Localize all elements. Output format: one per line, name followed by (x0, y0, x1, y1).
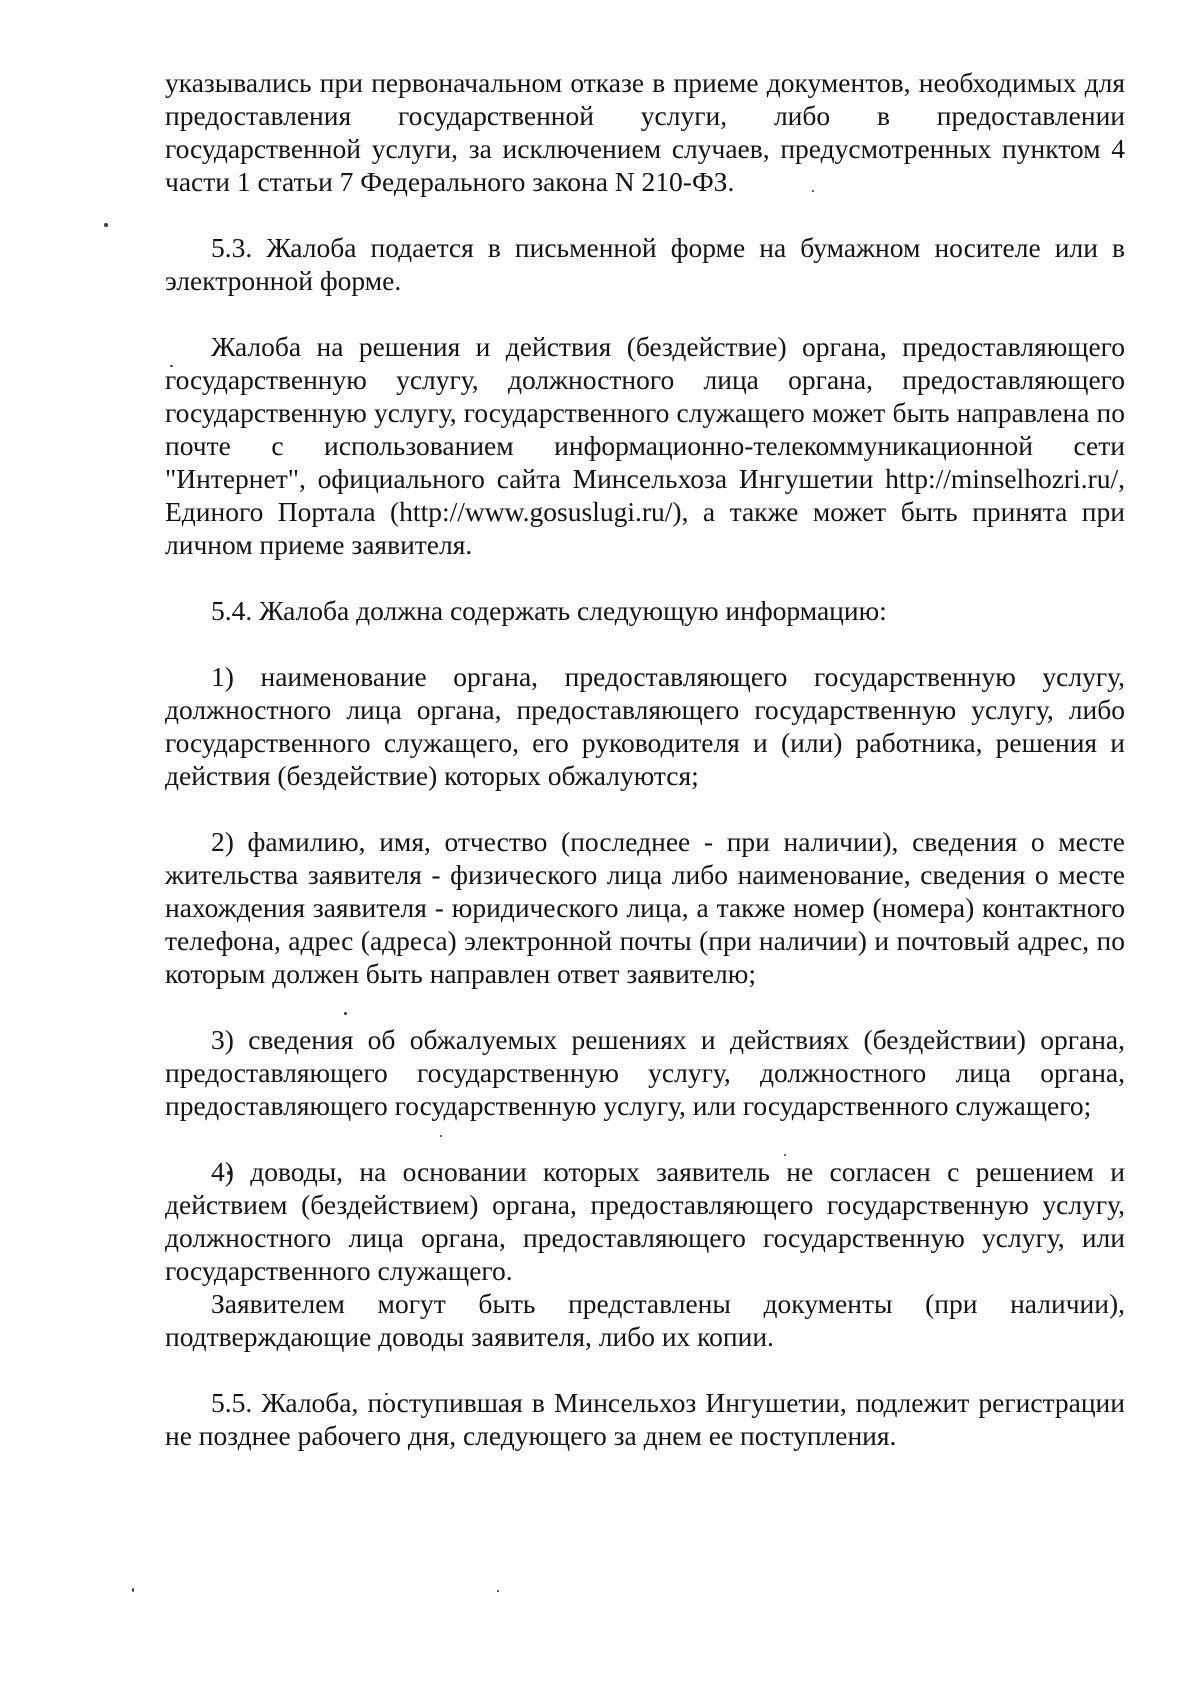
list-item-4: 4) доводы, на основании которых заявитель не согласен с решением и действием (бездействием) органа, предоставляющего государственную услугу, должностного лица органа, предоставляющего государственную услугу, или государственного служащего. (165, 1156, 1125, 1286)
paragraph-complaint-channels: Жалоба на решения и действия (бездействие) органа, предоставляющего государственную услугу, должностного лица органа, предоставляющего государственную услугу, государственного служащего может быть направлена по почте с использованием информационно-телекоммуникационной сети "Интернет", официального сайта Минсельхоза Ингушетии http://minselhozri.ru/, Единого Портала (http://www.gosuslugi.ru/), а также может быть принята при личном приеме заявителя. (165, 331, 1125, 560)
scan-speck (497, 1590, 499, 1592)
paragraph-continuation: указывались при первоначальном отказе в приеме документов, необходимых для предоставления государственной услуги, либо в предоставлении государственной услуги, за исключением случаев, предусмотренных пунктом 4 части 1 статьи 7 Федерального закона N 210-ФЗ. (165, 67, 1125, 197)
list-item-3: 3) сведения об обжалуемых решениях и действиях (бездействии) органа, предоставляющего государственную услугу, должностного лица органа, предоставляющего государственную услугу, или государственного служащего; (165, 1024, 1125, 1121)
list-item-2: 2) фамилию, имя, отчество (последнее - при наличии), сведения о месте жительства заявителя - физического лица либо наименование, сведения о месте нахождения заявителя - юридического лица, а также номер (номера) контактного телефона, адрес (адреса) электронной почты (при наличии) и почтовый адрес, по которым должен быть направлен ответ заявителю; (165, 826, 1125, 989)
paragraph-5-4: 5.4. Жалоба должна содержать следующую информацию: (211, 595, 887, 626)
scan-speck (104, 223, 108, 227)
paragraph-5-3: 5.3. Жалоба подается в письменной форме на бумажном носителе или в электронной форме. (165, 232, 1125, 296)
document-body (165, 66, 1125, 1452)
paragraph-5-5: 5.5. Жалоба, поступившая в Минсельхоз Ингушетии, подлежит регистрации не позднее рабочего дня, следующего за днем ее поступления. (165, 1387, 1125, 1451)
list-item-1: 1) наименование органа, предоставляющего государственную услугу, должностного лица органа, предоставляющего государственную услугу, либо государственного служащего, его руководителя и (или) работника, решения и действия (бездействие) которых обжалуются; (165, 661, 1125, 791)
paragraph-supporting-documents: Заявителем могут быть представлены документы (при наличии), подтверждающие доводы заявителя, либо их копии. (165, 1288, 1125, 1352)
scan-speck (132, 1588, 134, 1592)
